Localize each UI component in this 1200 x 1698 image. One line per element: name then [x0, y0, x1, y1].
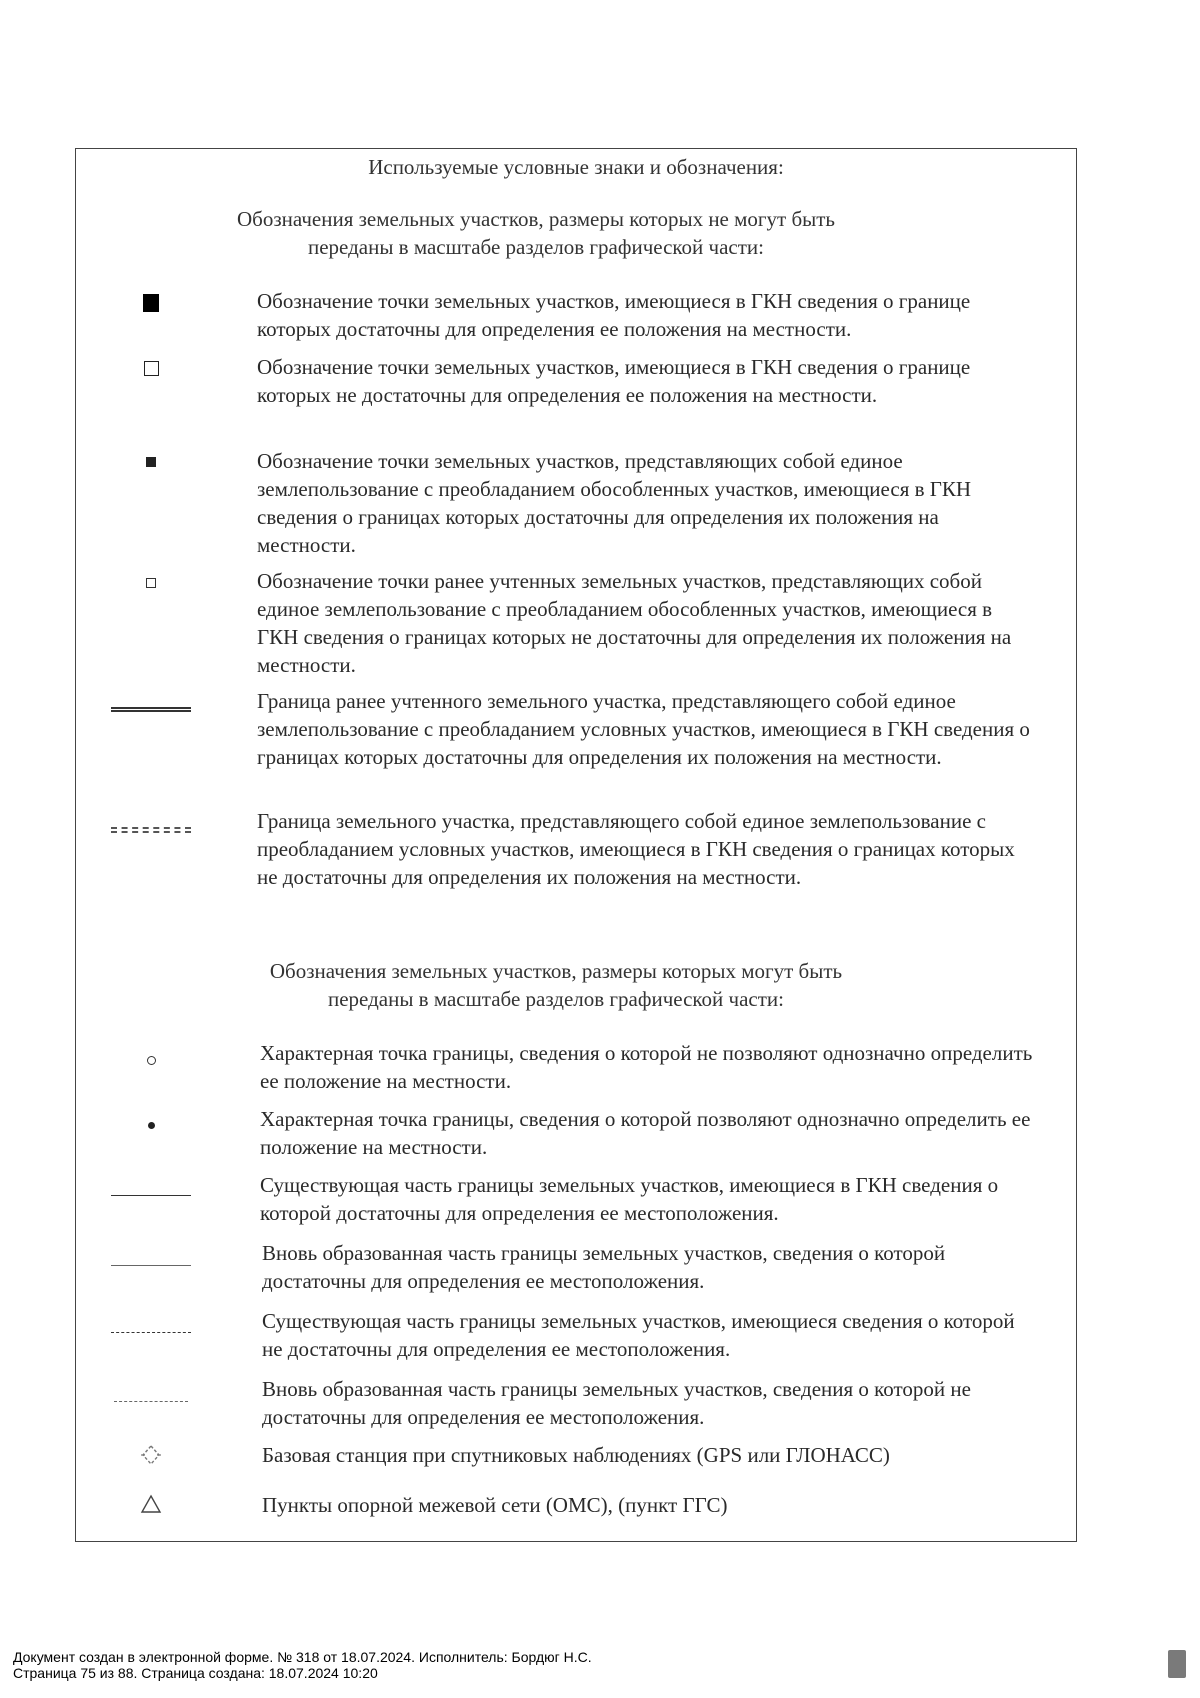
legend-item-text: Базовая станция при спутниковых наблюдениях (GPS или ГЛОНАСС): [262, 1443, 890, 1467]
filled-circle-icon: [148, 1122, 155, 1129]
legend-item-text: Пункты опорной межевой сети (ОМС), (пункт ГГС): [262, 1493, 728, 1517]
legend-title: Используемые условные знаки и обозначения:: [368, 155, 784, 179]
open-circle-icon: [147, 1056, 156, 1065]
legend-item-text: Граница ранее учтенного земельного участка, представляющего собой единое землепользование с преобладанием условных участков, имеющиеся в ГКН сведения о границах которых достаточны для определения их положения на местности.: [257, 689, 1030, 769]
square-open-small-icon: [146, 578, 156, 588]
document-footer: [13, 1649, 592, 1681]
legend-item-text: Характерная точка границы, сведения о которой позволяют однозначно определить ее положение на местности.: [260, 1107, 1031, 1159]
legend-item-text: Обозначение точки земельных участков, представляющих собой единое землепользование с преобладанием обособленных участков, имеющиеся в ГКН сведения о границах которых достаточны для определения их положения на местности.: [257, 449, 972, 557]
legend-frame: [75, 148, 1077, 1542]
double-solid-line-icon: [111, 707, 191, 712]
base-station-icon: [139, 1443, 163, 1467]
thin-dashed-line-icon: [114, 1401, 188, 1402]
footer-line-2: Страница 75 из 88. Страница создана: 18.07.2024 10:20: [13, 1665, 378, 1681]
legend-item-text: Характерная точка границы, сведения о которой не позволяют однозначно определить ее положение на местности.: [260, 1041, 1033, 1093]
legend-item-text: Обозначение точки ранее учтенных земельных участков, представляющих собой единое землепользование с преобладанием обособленных участков, имеющиеся в ГКН сведения о границах которых не достаточны для определения их положения на местности.: [257, 569, 1012, 677]
triangle-icon: [140, 1494, 162, 1514]
legend-item-text: Обозначение точки земельных участков, имеющиеся в ГКН сведения о границе которых не достаточны для определения ее положения на местности.: [257, 355, 971, 407]
dashed-line-icon: [111, 1332, 191, 1333]
double-dashed-line-icon: [111, 827, 191, 833]
footer-line-1: Документ создан в электронной форме. № 318 от 18.07.2024. Исполнитель: Бордюг Н.С.: [13, 1649, 592, 1665]
square-filled-small-icon: [146, 457, 156, 467]
legend-item-text: Существующая часть границы земельных участков, имеющиеся в ГКН сведения о которой достаточны для определения ее местоположения.: [260, 1173, 999, 1225]
legend-item-text: Вновь образованная часть границы земельных участков, сведения о которой достаточны для определения ее местоположения.: [262, 1241, 946, 1293]
solid-line-icon: [111, 1195, 191, 1196]
thin-line-icon: [111, 1265, 191, 1266]
legend-item-text: Существующая часть границы земельных участков, имеющиеся сведения о которой не достаточны для определения ее местоположения.: [262, 1309, 1015, 1361]
legend-item-text: Граница земельного участка, представляющего собой единое землепользование с преобладанием условных участков, имеющиеся в ГКН сведения о границах которых не достаточны для определения их положения на местности.: [257, 809, 1015, 889]
square-open-large-icon: [144, 361, 159, 376]
legend-item-text: Вновь образованная часть границы земельных участков, сведения о которой не достаточны для определения ее местоположения.: [262, 1377, 971, 1429]
section1-title-line1: Обозначения земельных участков, размеры которых не могут быть: [236, 207, 836, 231]
square-filled-large-icon: [143, 294, 159, 312]
section2-title-line1: Обозначения земельных участков, размеры которых могут быть: [269, 959, 843, 983]
legend-item-text: Обозначение точки земельных участков, имеющиеся в ГКН сведения о границе которых достаточны для определения ее положения на местности.: [257, 289, 971, 341]
seal-icon: [1168, 1650, 1186, 1678]
section1-title-line2: переданы в масштабе разделов графической части:: [307, 235, 765, 259]
section2-title-line2: переданы в масштабе разделов графической части:: [327, 987, 785, 1011]
